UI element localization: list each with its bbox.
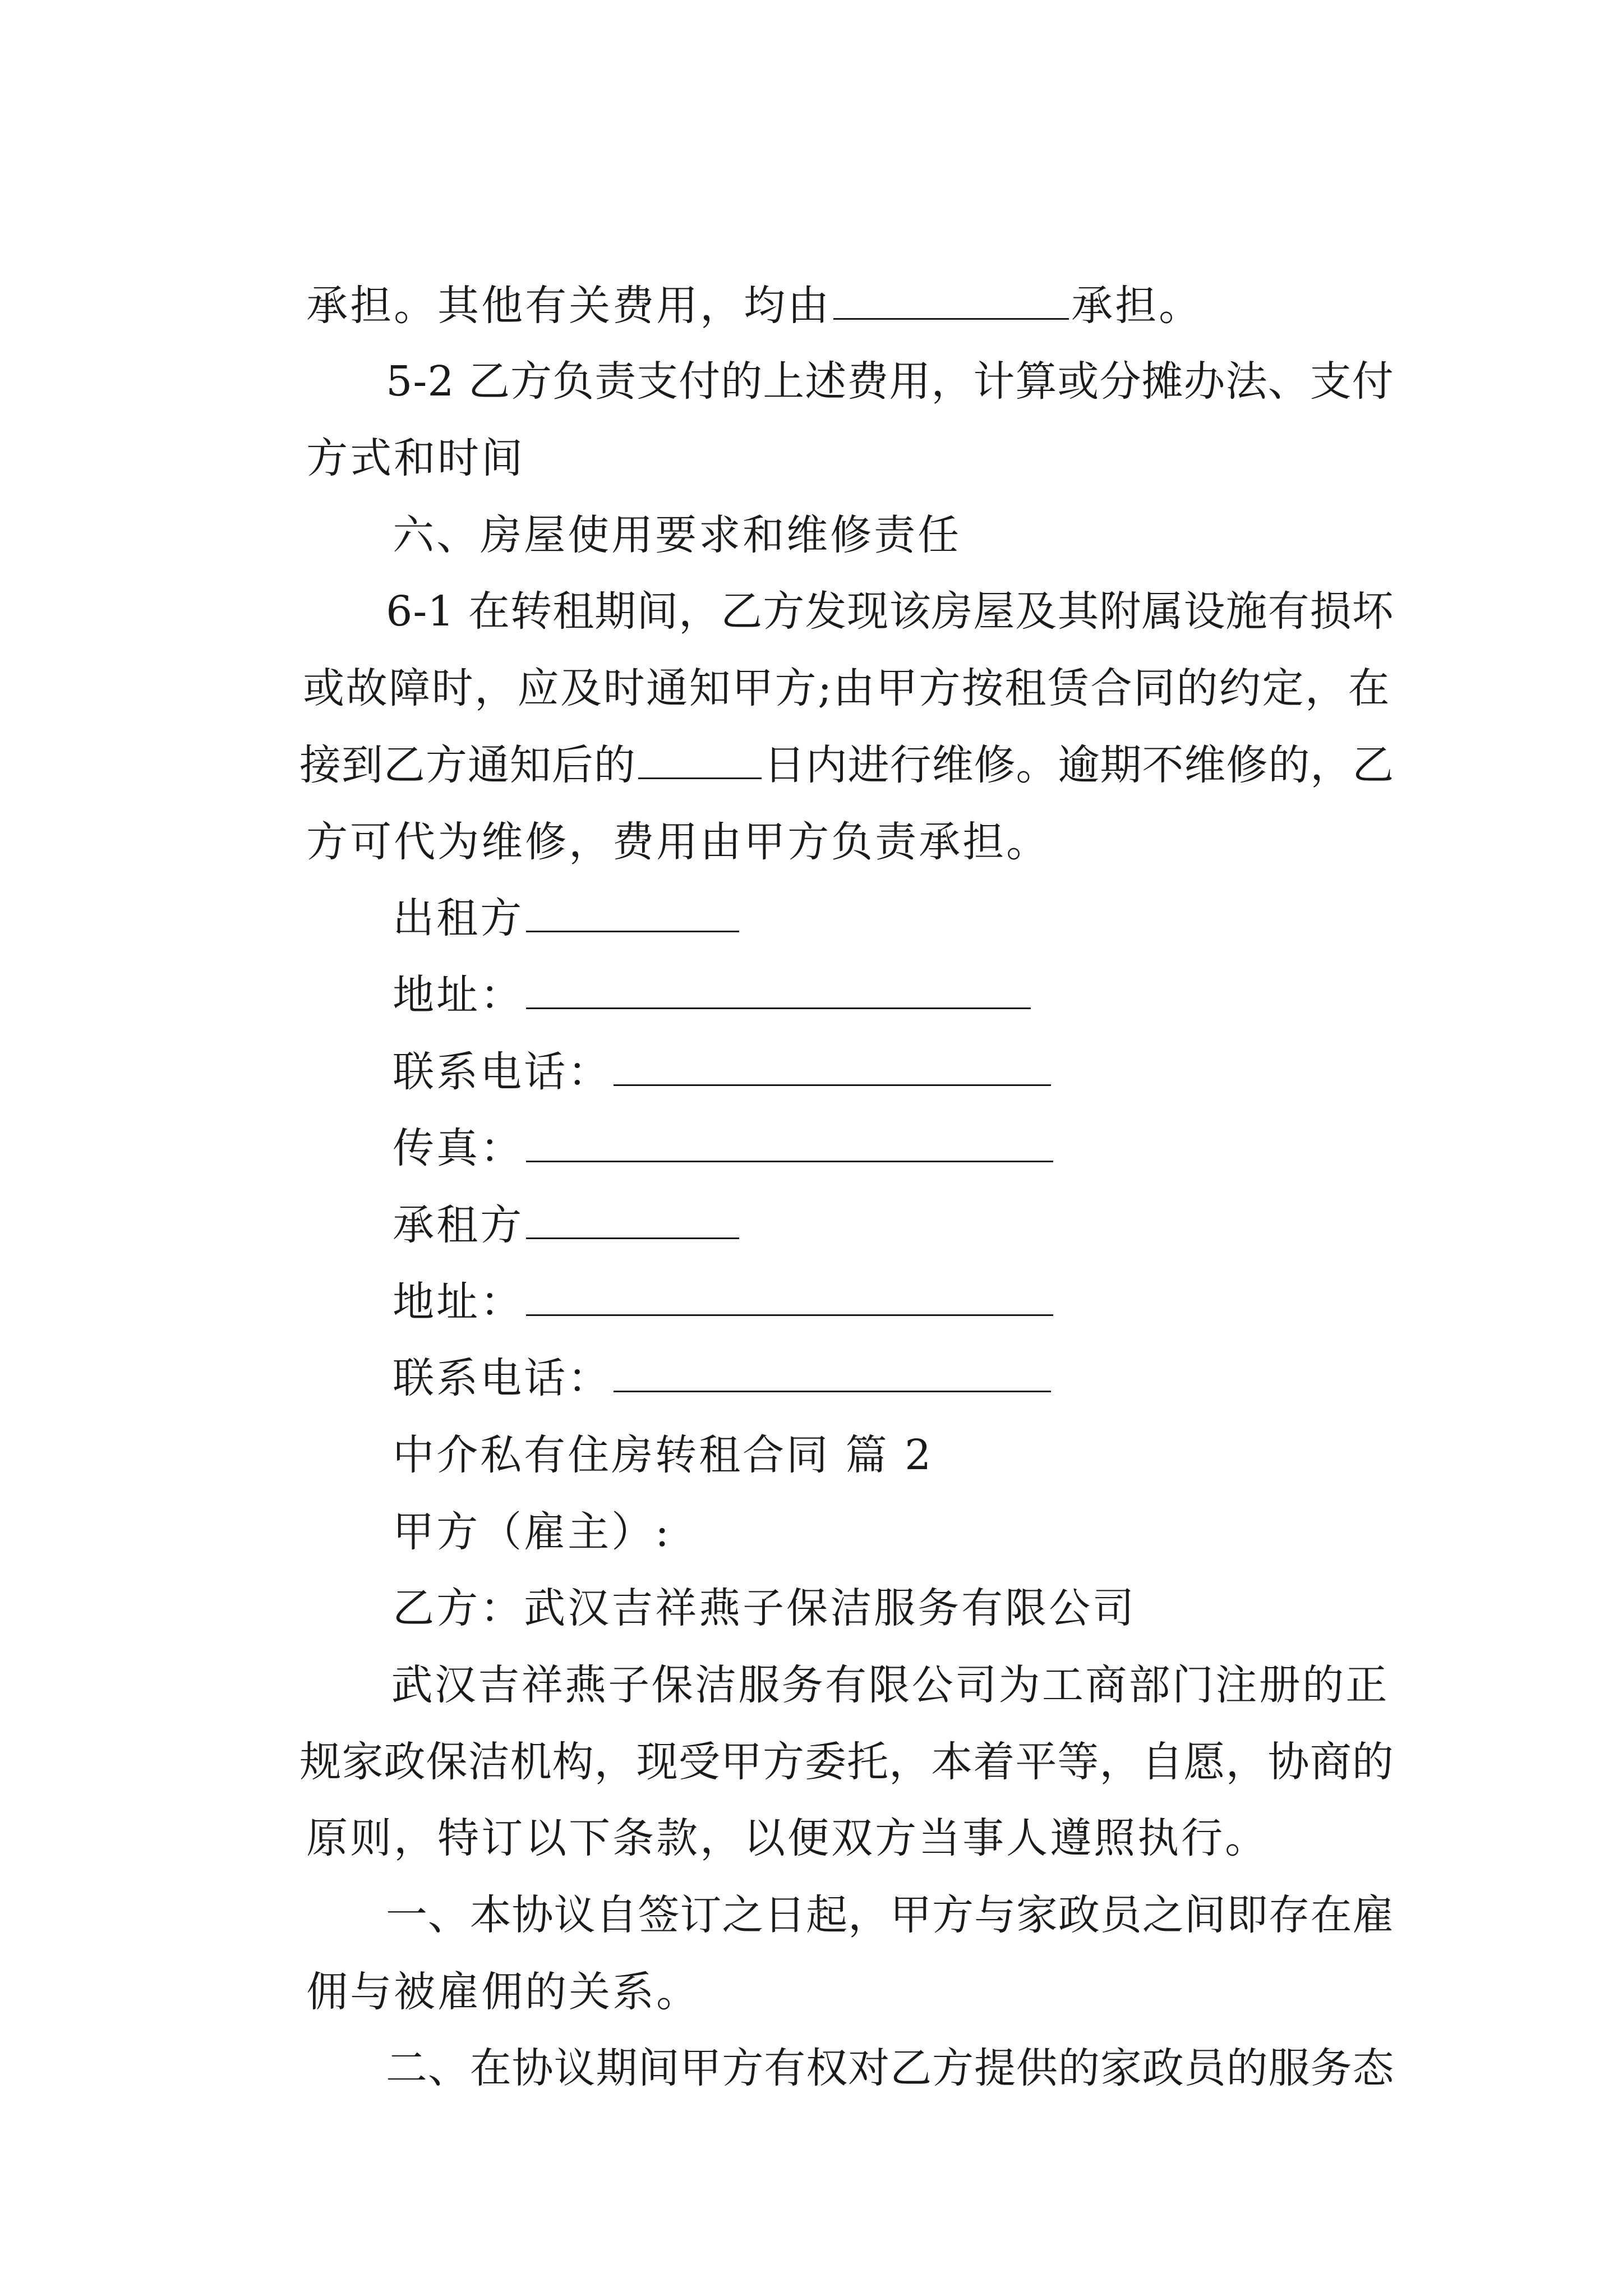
line-text: 原则，特订以下条款，以便双方当事人遵照执行。 [306, 1814, 1269, 1862]
line-text: 6-1 在转租期间，乙方发现该房屋及其附属设施有损坏 [386, 587, 1394, 636]
line-text: 二、在协议期间甲方有权对乙方提供的家政员的服务态 [385, 2044, 1395, 2092]
party-a-line [331, 1431, 672, 1556]
article-title [331, 1354, 934, 1479]
field-label: 承租方 [393, 1201, 524, 1249]
line-text: 中介私有住房转租合同 篇 2 [393, 1431, 934, 1479]
section-heading [331, 434, 962, 559]
field-label: 联系电话： [393, 1354, 612, 1402]
lessee-address-field [331, 1201, 1055, 1326]
line-text: 5-2 乙方负责支付的上述费用，计算或分摊办法、支付 [386, 357, 1394, 406]
line-text: 方可代为维修，费用由甲方负责承担。 [306, 818, 1050, 866]
text-line [331, 510, 1394, 636]
line-text: 方式和时间 [306, 434, 525, 482]
line-text: 乙方：武汉吉祥燕子保洁服务有限公司 [393, 1584, 1137, 1632]
text-line [245, 587, 1391, 712]
line-text: 或故障时，应及时通知甲方;由甲方按租赁合同的约定，在 [303, 664, 1391, 712]
lessor-phone-field [331, 971, 1053, 1096]
text-line [245, 1737, 1269, 1862]
lessor-address-field [331, 894, 1033, 1019]
text-line [245, 741, 1050, 866]
lessee-phone-field [331, 1277, 1053, 1402]
line-text-after-blank: 承担。 [1071, 282, 1203, 330]
text-line [245, 357, 525, 482]
field-label: 地址： [393, 1278, 524, 1326]
line-text-before-blank: 承担。其他有关费用，均由 [306, 282, 832, 330]
field-label: 地址： [393, 971, 524, 1019]
line-text: 甲方（雇主）: [393, 1508, 672, 1556]
lessee-field [331, 1124, 741, 1249]
line-text: 一、本协议自签订之日起，甲方与家政员之间即存在雇 [385, 1891, 1395, 1939]
line-text-before-blank: 接到乙方通知后的 [299, 741, 636, 789]
text-line [245, 1891, 700, 2016]
text-line [245, 1661, 1394, 1786]
lessor-field [331, 817, 741, 942]
field-label: 联系电话： [393, 1048, 612, 1096]
text-line [331, 1967, 1395, 2092]
lessor-fax-field [331, 1047, 1055, 1172]
line-text: 六、房屋使用要求和维修责任 [393, 511, 962, 559]
line-text-after-blank: 日内进行维修。逾期不维修的，乙 [763, 741, 1395, 789]
field-label: 出租方 [393, 894, 524, 942]
text-line [331, 280, 1394, 406]
text-line [245, 205, 1203, 330]
line-text: 规家政保洁机构，现受甲方委托，本着平等，自愿，协商的 [299, 1738, 1394, 1786]
text-line [331, 1814, 1395, 1939]
party-b-line [331, 1507, 1137, 1632]
text-line [331, 1584, 1389, 1709]
line-text: 佣与被雇佣的关系。 [306, 1968, 700, 2016]
field-label: 传真： [393, 1124, 524, 1172]
text-line [245, 664, 1395, 789]
line-text: 武汉吉祥燕子保洁服务有限公司为工商部门注册的正 [391, 1661, 1389, 1709]
